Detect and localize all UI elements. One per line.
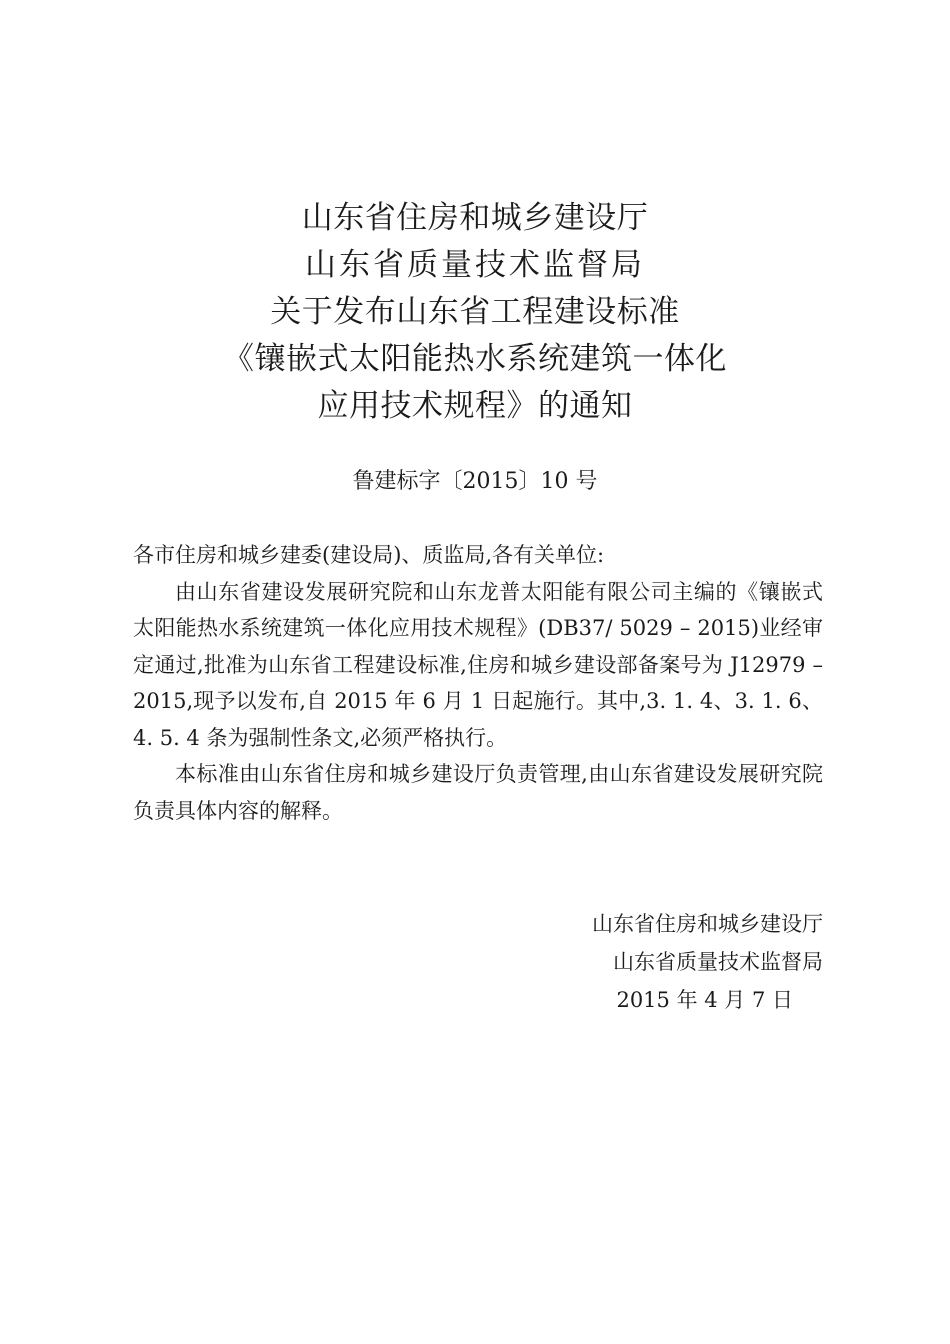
title-standard-name-part2: 应用技术规程》的通知 (317, 388, 633, 424)
addressee-line: 各市住房和城乡建委(建设局)、质监局,各有关单位: (133, 543, 605, 567)
title-subject: 关于发布山东省工程建设标准 (270, 294, 680, 330)
signature-issuer-quality: 山东省质量技术监督局 (613, 950, 823, 974)
signature-issuer-housing: 山东省住房和城乡建设厅 (592, 912, 823, 936)
notice-title (0, 195, 950, 430)
body-paragraph-management: 本标准由山东省住房和城乡建设厅负责管理,由山东省建设发展研究院负责具体内容的解释。 (133, 762, 823, 823)
signature-date: 2015 年 4 月 7 日 (616, 988, 793, 1012)
document-number: 鲁建标字〔2015〕10 号 (352, 469, 598, 494)
title-issuer-housing: 山东省住房和城乡建设厅 (301, 200, 649, 236)
title-issuer-quality: 山东省质量技术监督局 (305, 247, 645, 283)
signature-block (592, 905, 823, 1019)
notice-body (133, 537, 823, 829)
body-paragraph-approval: 由山东省建设发展研究院和山东龙普太阳能有限公司主编的《镶嵌式太阳能热水系统建筑一体化应用技术规程》(DB37/ 5029 – 2015)业经审定通过,批准为山东省工程建设标准,住房和城乡建设部备案号为 J12979 – 2015,现予以发布,自 2015 年 6 月 1 日起施行。其中,3. 1. 4、3. 1. 6、4. 5. 4 条为强制性条文,必须严格执行。 (133, 579, 823, 750)
title-standard-name-part1: 《镶嵌式太阳能热水系统建筑一体化 (223, 341, 727, 377)
